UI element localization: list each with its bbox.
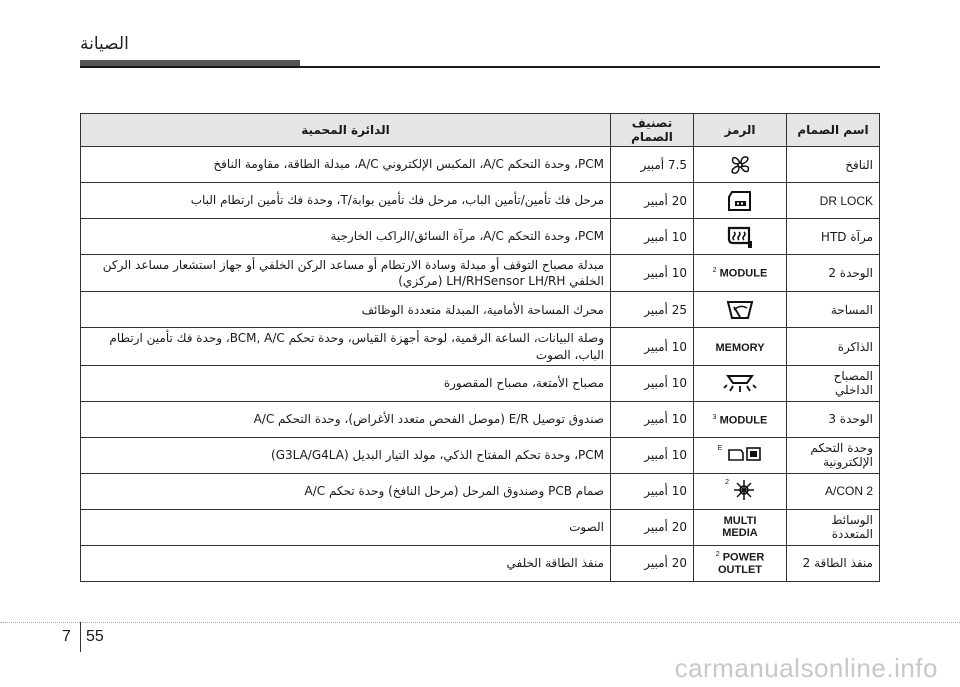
protected-circuit: PCM، وحدة التحكم A/C، المكبس الإلكتروني A/C، مبدلة الطاقة، مقاومة النافخ	[81, 147, 611, 183]
fuse-symbol	[694, 292, 787, 328]
fuse-symbol	[694, 509, 787, 545]
table-row	[81, 328, 880, 365]
fuse-name: الذاكرة	[787, 328, 880, 365]
table-row	[81, 365, 880, 401]
fuse-name: مرآة HTD	[787, 219, 880, 255]
table-row	[81, 183, 880, 219]
fuse-name: منفذ الطاقة 2	[787, 545, 880, 581]
fuse-symbol	[694, 328, 787, 365]
fuse-rating: 10 أمبير	[611, 255, 694, 292]
power-outlet-label: $^2$ POWER OUTLET	[715, 550, 765, 576]
protected-circuit: منفذ الطاقة الخلفي	[81, 545, 611, 581]
fuse-rating: 10 أمبير	[611, 473, 694, 509]
protected-circuit: PCM، وحدة التحكم A/C، مرآة السائق/الراكب الخارجية	[81, 219, 611, 255]
fuse-rating: 10 أمبير	[611, 401, 694, 437]
door-lock-icon	[700, 189, 780, 213]
fuse-name: الوسائط المتعددة	[787, 509, 880, 545]
table-row	[81, 255, 880, 292]
fuse-symbol	[694, 545, 787, 581]
table-row	[81, 509, 880, 545]
memory-label: MEMORY	[715, 341, 765, 354]
fuse-table	[80, 113, 880, 582]
fuse-symbol	[694, 473, 787, 509]
fuse-symbol	[694, 147, 787, 183]
fuse-rating: 10 أمبير	[611, 328, 694, 365]
fuse-name: A/CON 2	[787, 473, 880, 509]
fuse-symbol	[694, 437, 787, 473]
protected-circuit: وصلة البيانات، الساعة الرقمية، لوحة أجهزة القياس، وحدة تحكم BCM, A/C، وحدة فك تأمين ارتطام الباب، الصوت	[81, 328, 611, 365]
chapter-number: 7	[62, 628, 71, 645]
fuse-name: الوحدة 2	[787, 255, 880, 292]
protected-circuit: مبدلة مصباح التوقف أو مبدلة وسادة الارتطام أو مساعد الركن الخلفي أو جهاز استشعار مساعد الركن الخلفي LH/RHSensor LH/RH (مركزي)	[81, 255, 611, 292]
protected-circuit: صندوق توصيل E/R (موصل الفحص متعدد الأغراض)، وحدة التحكم A/C	[81, 401, 611, 437]
fuse-name: الوحدة 3	[787, 401, 880, 437]
fuse-rating: 7.5 أمبير	[611, 147, 694, 183]
table-header-row	[81, 114, 880, 147]
footer-dotted-rule	[0, 622, 960, 623]
protected-circuit: الصوت	[81, 509, 611, 545]
table-row	[81, 401, 880, 437]
footer-separator	[80, 622, 81, 652]
protected-circuit: محرك المساحة الأمامية، المبدلة متعددة الوظائف	[81, 292, 611, 328]
protected-circuit: مصباح الأمتعة، مصباح المقصورة	[81, 365, 611, 401]
fuse-name: المصباح الداخلي	[787, 365, 880, 401]
table-row	[81, 473, 880, 509]
fuse-rating: 25 أمبير	[611, 292, 694, 328]
fuse-symbol	[694, 365, 787, 401]
fan-icon	[700, 153, 780, 177]
protected-circuit: PCM، وحدة تحكم المفتاح الذكي، مولد التيار البديل (G3LA/G4LA)	[81, 437, 611, 473]
fuse-rating: 10 أمبير	[611, 219, 694, 255]
page-number: 55	[86, 628, 104, 645]
wiper-icon	[700, 299, 780, 321]
ac-snowflake-icon: 2	[725, 479, 755, 504]
table-row	[81, 437, 880, 473]
fuse-symbol	[694, 255, 787, 292]
fuse-rating: 20 أمبير	[611, 509, 694, 545]
table-row	[81, 147, 880, 183]
fuse-name: المساحة	[787, 292, 880, 328]
room-lamp-icon	[700, 371, 780, 395]
fuse-name: DR LOCK	[787, 183, 880, 219]
table-row	[81, 219, 880, 255]
header-rule	[80, 66, 880, 68]
header-symbol: الرمز	[694, 114, 787, 147]
fuse-rating: 20 أمبير	[611, 545, 694, 581]
protected-circuit: صمام PCB وصندوق المرحل (مرحل النافخ) وحدة تحكم A/C	[81, 473, 611, 509]
fuse-rating: 20 أمبير	[611, 183, 694, 219]
header-fuse-name: اسم الصمام	[787, 114, 880, 147]
fuse-symbol	[694, 183, 787, 219]
module-2-label: $^2$ MODULE	[712, 267, 768, 281]
header-protected-circuit: الدائرة المحمية	[81, 114, 611, 147]
multimedia-label: MULTI MEDIA	[722, 515, 758, 540]
fuse-rating: 10 أمبير	[611, 365, 694, 401]
module-3-label: $^3$ MODULE	[712, 413, 768, 427]
fuse-symbol	[694, 219, 787, 255]
section-title: الصيانة	[80, 34, 129, 54]
fuse-symbol	[694, 401, 787, 437]
fuse-name: النافخ	[787, 147, 880, 183]
heated-mirror-icon	[700, 225, 780, 249]
fuse-name: وحدة التحكم الإلكترونية	[787, 437, 880, 473]
ecu-icon: E	[718, 445, 763, 466]
watermark: carmanualsonline.info	[674, 653, 938, 683]
table-row	[81, 292, 880, 328]
fuse-rating: 10 أمبير	[611, 437, 694, 473]
header-fuse-rating: تصنيف الصمام	[611, 114, 694, 147]
protected-circuit: مرحل فك تأمين/تأمين الباب، مرحل فك تأمين بوابة/T، وحدة فك تأمين ارتطام الباب	[81, 183, 611, 219]
table-row	[81, 545, 880, 581]
